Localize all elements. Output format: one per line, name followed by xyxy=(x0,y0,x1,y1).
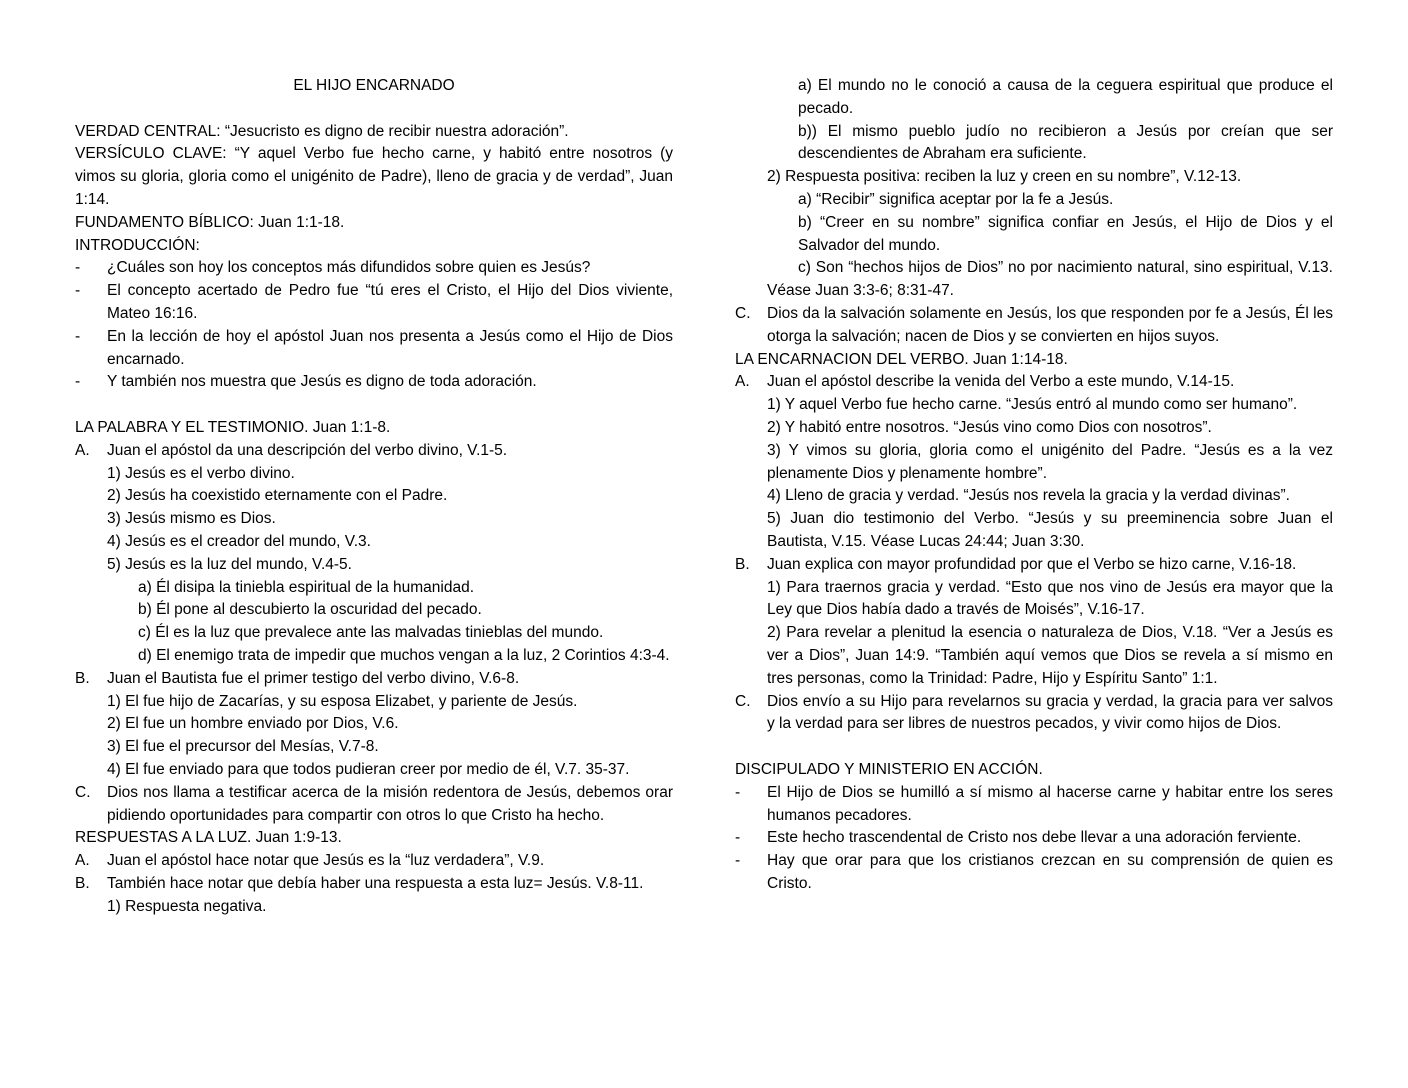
sub-item xyxy=(735,577,1333,623)
item-text: Dios envío a su Hijo para revelarnos su gracia y verdad, la gracia para ver salvos y la verdad para ser libres de nuestros pecados, y vivir como hijos de Dios. xyxy=(767,692,1333,733)
item-marker: - xyxy=(75,373,81,391)
item-text: c) Él es la luz que prevalece ante las malvadas tinieblas del mundo. xyxy=(138,624,604,642)
text-line xyxy=(75,143,673,211)
sub-item xyxy=(735,189,1333,212)
item-text: a) Él disipa la tiniebla espiritual de la humanidad. xyxy=(138,578,475,596)
item-text: 5) Juan dio testimonio del Verbo. “Jesús y su preeminencia sobre Juan el Bautista, V.15. Véase Lucas 24:44; Juan 3:30. xyxy=(767,510,1333,550)
item-text: 4) El fue enviado para que todos pudieran creer por medio de él, V.7. 35-37. xyxy=(107,760,630,778)
item-text: VERDAD CENTRAL: “Jesucristo es digno de recibir nuestra adoración”. xyxy=(75,122,569,140)
item-text: 1) Y aquel Verbo fue hecho carne. “Jesús entró al mundo como ser humano”. xyxy=(767,396,1298,414)
sub-item xyxy=(75,622,673,645)
text-line xyxy=(75,121,673,144)
item-marker: - xyxy=(735,829,741,847)
text-line xyxy=(735,759,1333,782)
list-item xyxy=(735,850,1333,896)
item-text: 3) Y vimos su gloria, gloria como el unigénito del Padre. “Jesús es a la vez plenamente Dios y plenamente hombre”. xyxy=(767,441,1333,482)
sub-item xyxy=(75,485,673,508)
item-text: d) El enemigo trata de impedir que muchos vengan a la luz, 2 Corintios 4:3-4. xyxy=(138,646,670,664)
item-marker: B. xyxy=(75,874,90,892)
list-item xyxy=(735,303,1333,349)
sub-item xyxy=(75,645,673,668)
list-item xyxy=(735,827,1333,850)
left-body xyxy=(75,121,673,919)
sub-item xyxy=(735,440,1333,486)
item-text: a) El mundo no le conoció a causa de la ceguera espiritual que produce el pecado. xyxy=(798,77,1333,117)
sub-item xyxy=(735,485,1333,508)
item-text: Juan el apóstol da una descripción del verbo divino, V.1-5. xyxy=(107,441,508,459)
item-text: 3) El fue el precursor del Mesías, V.7-8. xyxy=(107,738,379,756)
item-marker: C. xyxy=(75,783,91,801)
item-text: 1) Jesús es el verbo divino. xyxy=(107,464,295,482)
list-item xyxy=(735,371,1333,394)
sub-item xyxy=(735,121,1333,167)
item-marker: A. xyxy=(735,373,750,391)
item-text: FUNDAMENTO BÍBLICO: Juan 1:1-18. xyxy=(75,213,345,231)
item-marker: B. xyxy=(735,555,750,573)
item-text: 1) Para traernos gracia y verdad. “Esto que nos vino de Jesús era mayor que la Ley que Dios había dado a través de Moisés”, V.16-17. xyxy=(767,578,1333,619)
item-text: 2) Para revelar a plenitud la esencia o naturaleza de Dios, V.18. “Ver a Jesús es ver a Dios”, Juan 14:9. “También aquí vemos que Dios se revela a sí mismo en tres personas, como la Trinidad: Padre, Hijo y Espíritu Santo” 1:1. xyxy=(767,624,1333,687)
item-text: Juan el apóstol describe la venida del Verbo a este mundo, V.14-15. xyxy=(767,373,1235,391)
sub-item xyxy=(75,577,673,600)
list-item xyxy=(75,782,673,828)
item-text: 1) El fue hijo de Zacarías, y su esposa Elizabet, y pariente de Jesús. xyxy=(107,692,578,710)
item-marker: - xyxy=(735,783,741,801)
sub-item xyxy=(75,508,673,531)
list-item xyxy=(735,691,1333,737)
sub-item xyxy=(735,212,1333,258)
sub-item xyxy=(75,554,673,577)
sub-item xyxy=(75,463,673,486)
paragraph-gap xyxy=(75,394,673,417)
text-line xyxy=(75,212,673,235)
paragraph-gap xyxy=(735,736,1333,759)
left-column xyxy=(75,75,673,918)
item-text: VERSÍCULO CLAVE: “Y aquel Verbo fue hecho carne, y habitó entre nosotros (y vimos su gloria, gloria como el unigénito de Padre), lleno de gracia y de verdad”, Juan 1:14. xyxy=(75,145,673,208)
sub-item xyxy=(75,759,673,782)
item-text: Juan explica con mayor profundidad por que el Verbo se hizo carne, V.16-18. xyxy=(767,555,1297,573)
item-text: 5) Jesús es la luz del mundo, V.4-5. xyxy=(107,555,352,573)
sub-item xyxy=(735,166,1333,189)
item-text: b) Él pone al descubierto la oscuridad del pecado. xyxy=(138,601,482,619)
item-text: 4) Lleno de gracia y verdad. “Jesús nos revela la gracia y la verdad divinas”. xyxy=(767,487,1290,505)
text-line xyxy=(75,827,673,850)
text-line xyxy=(75,417,673,440)
item-text: Dios da la salvación solamente en Jesús, los que responden por fe a Jesús, Él les otorga la salvación; nacen de Dios y se convierten en hijos suyos. xyxy=(767,304,1333,345)
item-text: 2) Respuesta positiva: reciben la luz y creen en su nombre”, V.12-13. xyxy=(767,168,1242,186)
sub-item xyxy=(75,691,673,714)
item-text: 2) Jesús ha coexistido eternamente con el Padre. xyxy=(107,487,448,505)
item-marker: - xyxy=(75,282,81,300)
list-item xyxy=(75,280,673,326)
sub-item xyxy=(735,622,1333,690)
item-text: Hay que orar para que los cristianos crezcan en su comprensión de quien es Cristo. xyxy=(767,852,1333,892)
sub-item xyxy=(75,736,673,759)
item-text: En la lección de hoy el apóstol Juan nos presenta a Jesús como el Hijo de Dios encarnado. xyxy=(107,327,673,368)
sub-item xyxy=(735,508,1333,554)
item-text: LA PALABRA Y EL TESTIMONIO. Juan 1:1-8. xyxy=(75,418,391,436)
sub-item xyxy=(735,257,1333,303)
item-text: DISCIPULADO Y MINISTERIO EN ACCIÓN. xyxy=(735,760,1043,778)
sub-item xyxy=(75,896,673,919)
item-text: Y también nos muestra que Jesús es digno de toda adoración. xyxy=(107,373,537,391)
item-text: 2) El fue un hombre enviado por Dios, V.6. xyxy=(107,715,399,733)
list-item xyxy=(735,782,1333,828)
item-text: También hace notar que debía haber una respuesta a esta luz= Jesús. V.8-11. xyxy=(107,874,644,892)
item-text: 2) Y habitó entre nosotros. “Jesús vino como Dios con nosotros”. xyxy=(767,418,1212,436)
item-marker: A. xyxy=(75,852,90,870)
item-text: ¿Cuáles son hoy los conceptos más difundidos sobre quien es Jesús? xyxy=(107,259,591,277)
text-line xyxy=(75,235,673,258)
sub-item xyxy=(75,531,673,554)
item-text: 1) Respuesta negativa. xyxy=(107,897,267,915)
sub-item xyxy=(735,75,1333,121)
spacer xyxy=(75,98,673,121)
item-marker: - xyxy=(75,259,81,277)
list-item xyxy=(75,326,673,372)
item-text: LA ENCARNACION DEL VERBO. Juan 1:14-18. xyxy=(735,350,1068,368)
item-text: El Hijo de Dios se humilló a sí mismo al hacerse carne y habitar entre los seres humanos pecadores. xyxy=(767,783,1333,824)
list-item xyxy=(75,440,673,463)
item-marker: C. xyxy=(735,692,751,710)
right-column xyxy=(735,75,1333,896)
item-text: El concepto acertado de Pedro fue “tú eres el Cristo, el Hijo del Dios viviente, Mateo 16:16. xyxy=(107,282,673,322)
list-item xyxy=(75,873,673,896)
item-text: INTRODUCCIÓN: xyxy=(75,236,200,254)
item-text: b) “Creer en su nombre” significa confiar en Jesús, el Hijo de Dios y el Salvador del mundo. xyxy=(798,213,1333,254)
list-item xyxy=(75,371,673,394)
text-line xyxy=(735,349,1333,372)
list-item xyxy=(75,668,673,691)
list-item xyxy=(75,257,673,280)
item-marker: A. xyxy=(75,441,90,459)
sub-item xyxy=(735,417,1333,440)
sub-item xyxy=(75,713,673,736)
item-text: Juan el apóstol hace notar que Jesús es la “luz verdadera”, V.9. xyxy=(107,852,545,870)
sub-item xyxy=(75,599,673,622)
item-text: Este hecho trascendental de Cristo nos debe llevar a una adoración ferviente. xyxy=(767,829,1302,847)
item-marker: - xyxy=(75,327,81,345)
item-text: b)) El mismo pueblo judío no recibieron a Jesús por creían que ser descendientes de Abraham era suficiente. xyxy=(798,122,1333,163)
item-text: a) “Recibir” significa aceptar por la fe a Jesús. xyxy=(798,190,1114,208)
sub-item xyxy=(735,394,1333,417)
list-item xyxy=(735,554,1333,577)
item-text: Juan el Bautista fue el primer testigo del verbo divino, V.6-8. xyxy=(107,669,520,687)
item-text: 4) Jesús es el creador del mundo, V.3. xyxy=(107,532,371,550)
item-marker: C. xyxy=(735,304,751,322)
list-item xyxy=(75,850,673,873)
item-text: RESPUESTAS A LA LUZ. Juan 1:9-13. xyxy=(75,829,342,847)
item-text: c) Son “hechos hijos de Dios” no por nacimiento natural, sino espiritual, V.13. Véase Juan 3:3-6; 8:31-47. xyxy=(767,259,1333,300)
right-body xyxy=(735,75,1333,896)
item-text: 3) Jesús mismo es Dios. xyxy=(107,510,276,528)
item-text: Dios nos llama a testificar acerca de la misión redentora de Jesús, debemos orar pidiendo oportunidades para compartir con otros lo que Cristo ha hecho. xyxy=(107,783,673,824)
item-marker: B. xyxy=(75,669,90,687)
page-title: EL HIJO ENCARNADO xyxy=(293,77,455,94)
item-marker: - xyxy=(735,852,741,870)
